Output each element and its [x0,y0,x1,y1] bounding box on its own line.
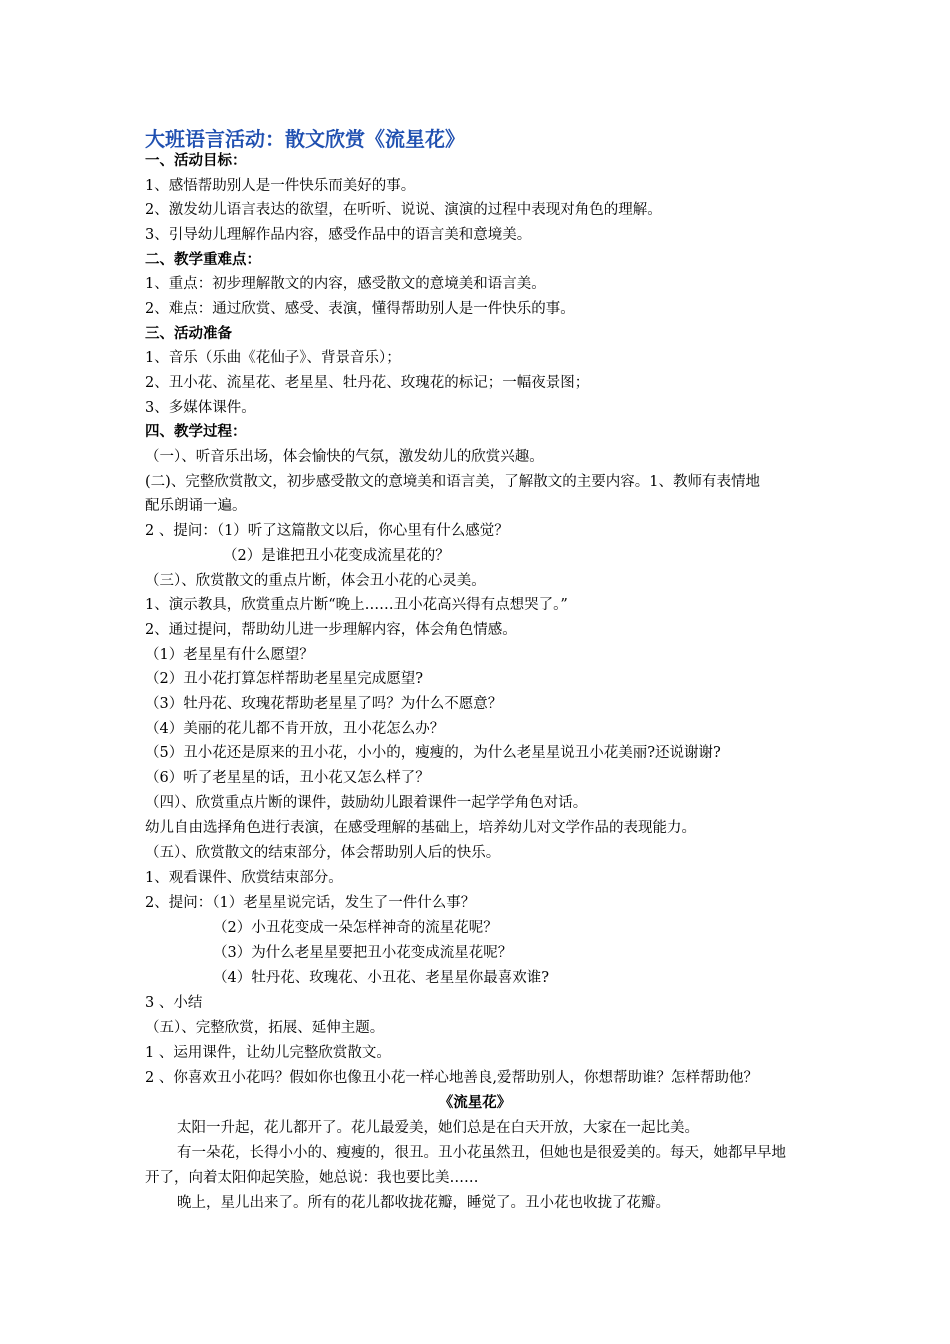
text-line: 幼儿自由选择角色进行表演，在感受理解的基础上，培养幼儿对文学作品的表现能力。 [145,820,696,836]
text-line: 2 、提问：（1）听了这篇散文以后，你心里有什么感觉？ [145,523,509,539]
text-line: （3）牡丹花、玫瑰花帮助老星星了吗？为什么不愿意？ [145,696,503,712]
text-line: （3）为什么老星星要把丑小花变成流星花呢？ [213,945,513,961]
poem-paragraph: 有一朵花，长得小小的、瘦瘦的，很丑。丑小花虽然丑，但她也是很爱美的。每天，她都早早地 [177,1145,786,1161]
text-line: 2、激发幼儿语言表达的欲望，在听听、说说、演演的过程中表现对角色的理解。 [145,202,662,218]
text-line: （2）是谁把丑小花变成流星花的？ [223,548,450,564]
text-line: （四）、欣赏重点片断的课件，鼓励幼儿跟着课件一起学学角色对话。 [145,795,588,811]
text-line: （1）老星星有什么愿望？ [145,647,314,663]
text-line: 1、音乐（乐曲《花仙子》、背景音乐）； [145,350,401,366]
text-line: （2）小丑花变成一朵怎样神奇的流星花呢？ [213,920,498,936]
poem-paragraph: 太阳一升起，花儿都开了。花儿最爱美，她们总是在白天开放，大家在一起比美。 [177,1120,699,1136]
text-line: （2）丑小花打算怎样帮助老星星完成愿望? [145,671,423,687]
text-line: （一）、听音乐出场，体会愉快的气氛，激发幼儿的欣赏兴趣。 [145,449,544,465]
text-line: 3、多媒体课件。 [145,400,256,416]
section-heading: 二、教学重难点： [145,252,261,268]
text-line: 2 、你喜欢丑小花吗？假如你也像丑小花一样心地善良,爱帮助别人，你想帮助谁？怎样帮助他？ [145,1070,758,1086]
poem-title: 《流星花》 [438,1094,512,1111]
text-line: 3、引导幼儿理解作品内容，感受作品中的语言美和意境美。 [145,227,532,243]
text-line: （三）、欣赏散文的重点片断，体会丑小花的心灵美。 [145,573,486,589]
text-line: 3 、小结 [145,995,203,1011]
text-line: 2、难点：通过欣赏、感受、表演，懂得帮助别人是一件快乐的事。 [145,301,575,317]
text-line: （4）牡丹花、玫瑰花、小丑花、老星星你最喜欢谁? [213,970,549,986]
text-line: 2、提问：（1）老星星说完话，发生了一件什么事？ [145,895,476,911]
text-line: （五）、欣赏散文的结束部分，体会帮助别人后的快乐。 [145,845,501,861]
text-line: 配乐朗诵一遍。 [145,498,247,514]
text-line: （6）听了老星星的话，丑小花又怎么样了？ [145,770,430,786]
section-heading: 三、活动准备 [145,326,232,342]
text-line: （5）丑小花还是原来的丑小花，小小的，瘦瘦的，为什么老星星说丑小花美丽?还说谢谢? [145,745,721,761]
text-line: (二)、完整欣赏散文，初步感受散文的意境美和语言美，了解散文的主要内容。1、教师有表情地 [145,474,761,490]
text-line: 2、丑小花、流星花、老星星、牡丹花、玫瑰花的标记；一幅夜景图； [145,375,590,391]
poem-paragraph: 开了，向着太阳仰起笑脸，她总说：我也要比美…… [145,1170,479,1186]
document-title: 大班语言活动：散文欣赏《流星花》 [145,127,465,151]
text-line: 1、演示教具，欣赏重点片断“晚上……丑小花高兴得有点想哭了。” [145,597,568,613]
section-heading: 一、活动目标： [145,153,247,169]
text-line: 1、感悟帮助别人是一件快乐而美好的事。 [145,178,416,194]
text-line: 1 、运用课件，让幼儿完整欣赏散文。 [145,1045,391,1061]
section-heading: 四、教学过程： [145,424,247,440]
text-line: 2、通过提问，帮助幼儿进一步理解内容，体会角色情感。 [145,622,517,638]
poem-paragraph: 晚上，星儿出来了。所有的花儿都收拢花瓣，睡觉了。丑小花也收拢了花瓣。 [177,1195,670,1211]
text-line: （五）、完整欣赏，拓展、延伸主题。 [145,1020,385,1036]
text-line: 1、观看课件、欣赏结束部分。 [145,870,343,886]
text-line: 1、重点：初步理解散文的内容，感受散文的意境美和语言美。 [145,276,546,292]
text-line: （4）美丽的花儿都不肯开放，丑小花怎么办？ [145,721,445,737]
